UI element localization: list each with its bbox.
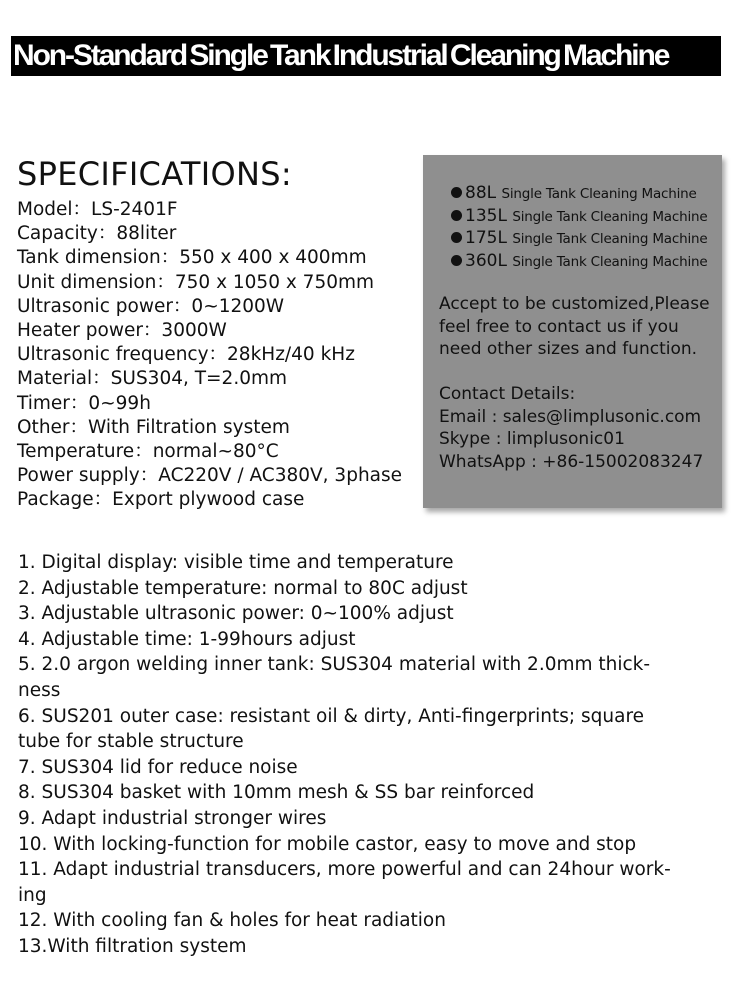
- model-item: [451, 250, 707, 273]
- customization-note-line: need other sizes and function.: [439, 339, 698, 359]
- model-capacity: 360L: [465, 250, 507, 271]
- model-description: Single Tank Cleaning Machine: [512, 208, 708, 225]
- contact-details: [439, 383, 703, 473]
- feature-item-continued: ing: [18, 884, 47, 906]
- customization-note: [439, 293, 719, 361]
- spec-material: Material：SUS304, T=2.0mm: [17, 368, 288, 390]
- feature-item-continued: tube for stable structure: [18, 731, 244, 753]
- page-title: Non-Standard Single Tank Industrial Cleaning Machine: [11, 36, 721, 76]
- spec-timer: Timer：0~99h: [17, 392, 151, 414]
- model-capacity: 175L: [465, 228, 507, 248]
- model-description: Single Tank Cleaning Machine: [512, 231, 708, 247]
- feature-item: 12. With cooling fan & holes for heat radiation: [18, 910, 446, 932]
- bullet-icon: [451, 210, 462, 221]
- customization-note-line: feel free to contact us if you: [439, 316, 679, 337]
- models-contact-panel: [423, 155, 722, 508]
- spec-heater-power: Heater power：3000W: [17, 319, 227, 341]
- feature-item: 13.With filtration system: [18, 935, 247, 957]
- spec-temperature: Temperature：normal~80°C: [17, 440, 279, 462]
- feature-item: 4. Adjustable time: 1-99hours adjust: [18, 628, 356, 650]
- contact-heading: Contact Details:: [439, 384, 576, 404]
- model-description: Single Tank Cleaning Machine: [501, 186, 697, 202]
- spec-capacity: Capacity：88liter: [17, 223, 177, 245]
- feature-item: 5. 2.0 argon welding inner tank: SUS304 material with 2.0mm thick-: [18, 654, 651, 676]
- feature-item: 3. Adjustable ultrasonic power: 0~100% adjust: [18, 603, 454, 625]
- feature-item: 1. Digital display: visible time and temperature: [18, 552, 454, 573]
- model-item: [451, 227, 707, 250]
- feature-item: 9. Adapt industrial stronger wires: [18, 807, 327, 829]
- specifications-heading: SPECIFICATIONS:: [17, 155, 292, 193]
- feature-item: 7. SUS304 lid for reduce noise: [18, 756, 298, 778]
- contact-skype: Skype : limplusonic01: [439, 429, 625, 449]
- feature-item: 10. With locking-function for mobile castor, easy to move and stop: [18, 833, 637, 855]
- spec-ultrasonic-power: Ultrasonic power：0~1200W: [17, 295, 285, 317]
- bullet-icon: [451, 187, 462, 198]
- model-item: [451, 205, 707, 228]
- model-capacity: 135L: [465, 205, 507, 226]
- contact-email: Email : sales@limplusonic.com: [439, 406, 702, 427]
- spec-ultrasonic-frequency: Ultrasonic frequency：28kHz/40 kHz: [17, 344, 355, 366]
- feature-item: 2. Adjustable temperature: normal to 80C adjust: [18, 577, 468, 599]
- model-list: [451, 182, 707, 272]
- spec-model: Model：LS-2401F: [17, 199, 178, 220]
- feature-item: 8. SUS304 basket with 10mm mesh & SS bar reinforced: [18, 782, 535, 804]
- bullet-icon: [451, 255, 462, 266]
- spec-other: Other：With Filtration system: [17, 416, 290, 438]
- features-list: [18, 550, 738, 960]
- feature-item-continued: ness: [18, 679, 61, 701]
- spec-tank-dimension: Tank dimension：550 x 400 x 400mm: [17, 247, 367, 269]
- model-capacity: 88L: [465, 183, 497, 203]
- feature-item: 11. Adapt industrial transducers, more powerful and can 24hour work-: [18, 859, 671, 881]
- contact-whatsapp: WhatsApp : +86-15002083247: [439, 451, 704, 472]
- specifications-list: [17, 198, 402, 512]
- spec-package: Package：Export plywood case: [17, 489, 305, 511]
- model-item: [451, 182, 707, 205]
- customization-note-line: Accept to be customized,Please: [439, 294, 710, 314]
- spec-unit-dimension: Unit dimension：750 x 1050 x 750mm: [17, 271, 375, 293]
- feature-item: 6. SUS201 outer case: resistant oil & dirty, Anti-fingerprints; square: [18, 705, 645, 727]
- model-description: Single Tank Cleaning Machine: [512, 253, 708, 270]
- bullet-icon: [451, 232, 462, 243]
- spec-power-supply: Power supply：AC220V / AC380V, 3phase: [17, 465, 403, 487]
